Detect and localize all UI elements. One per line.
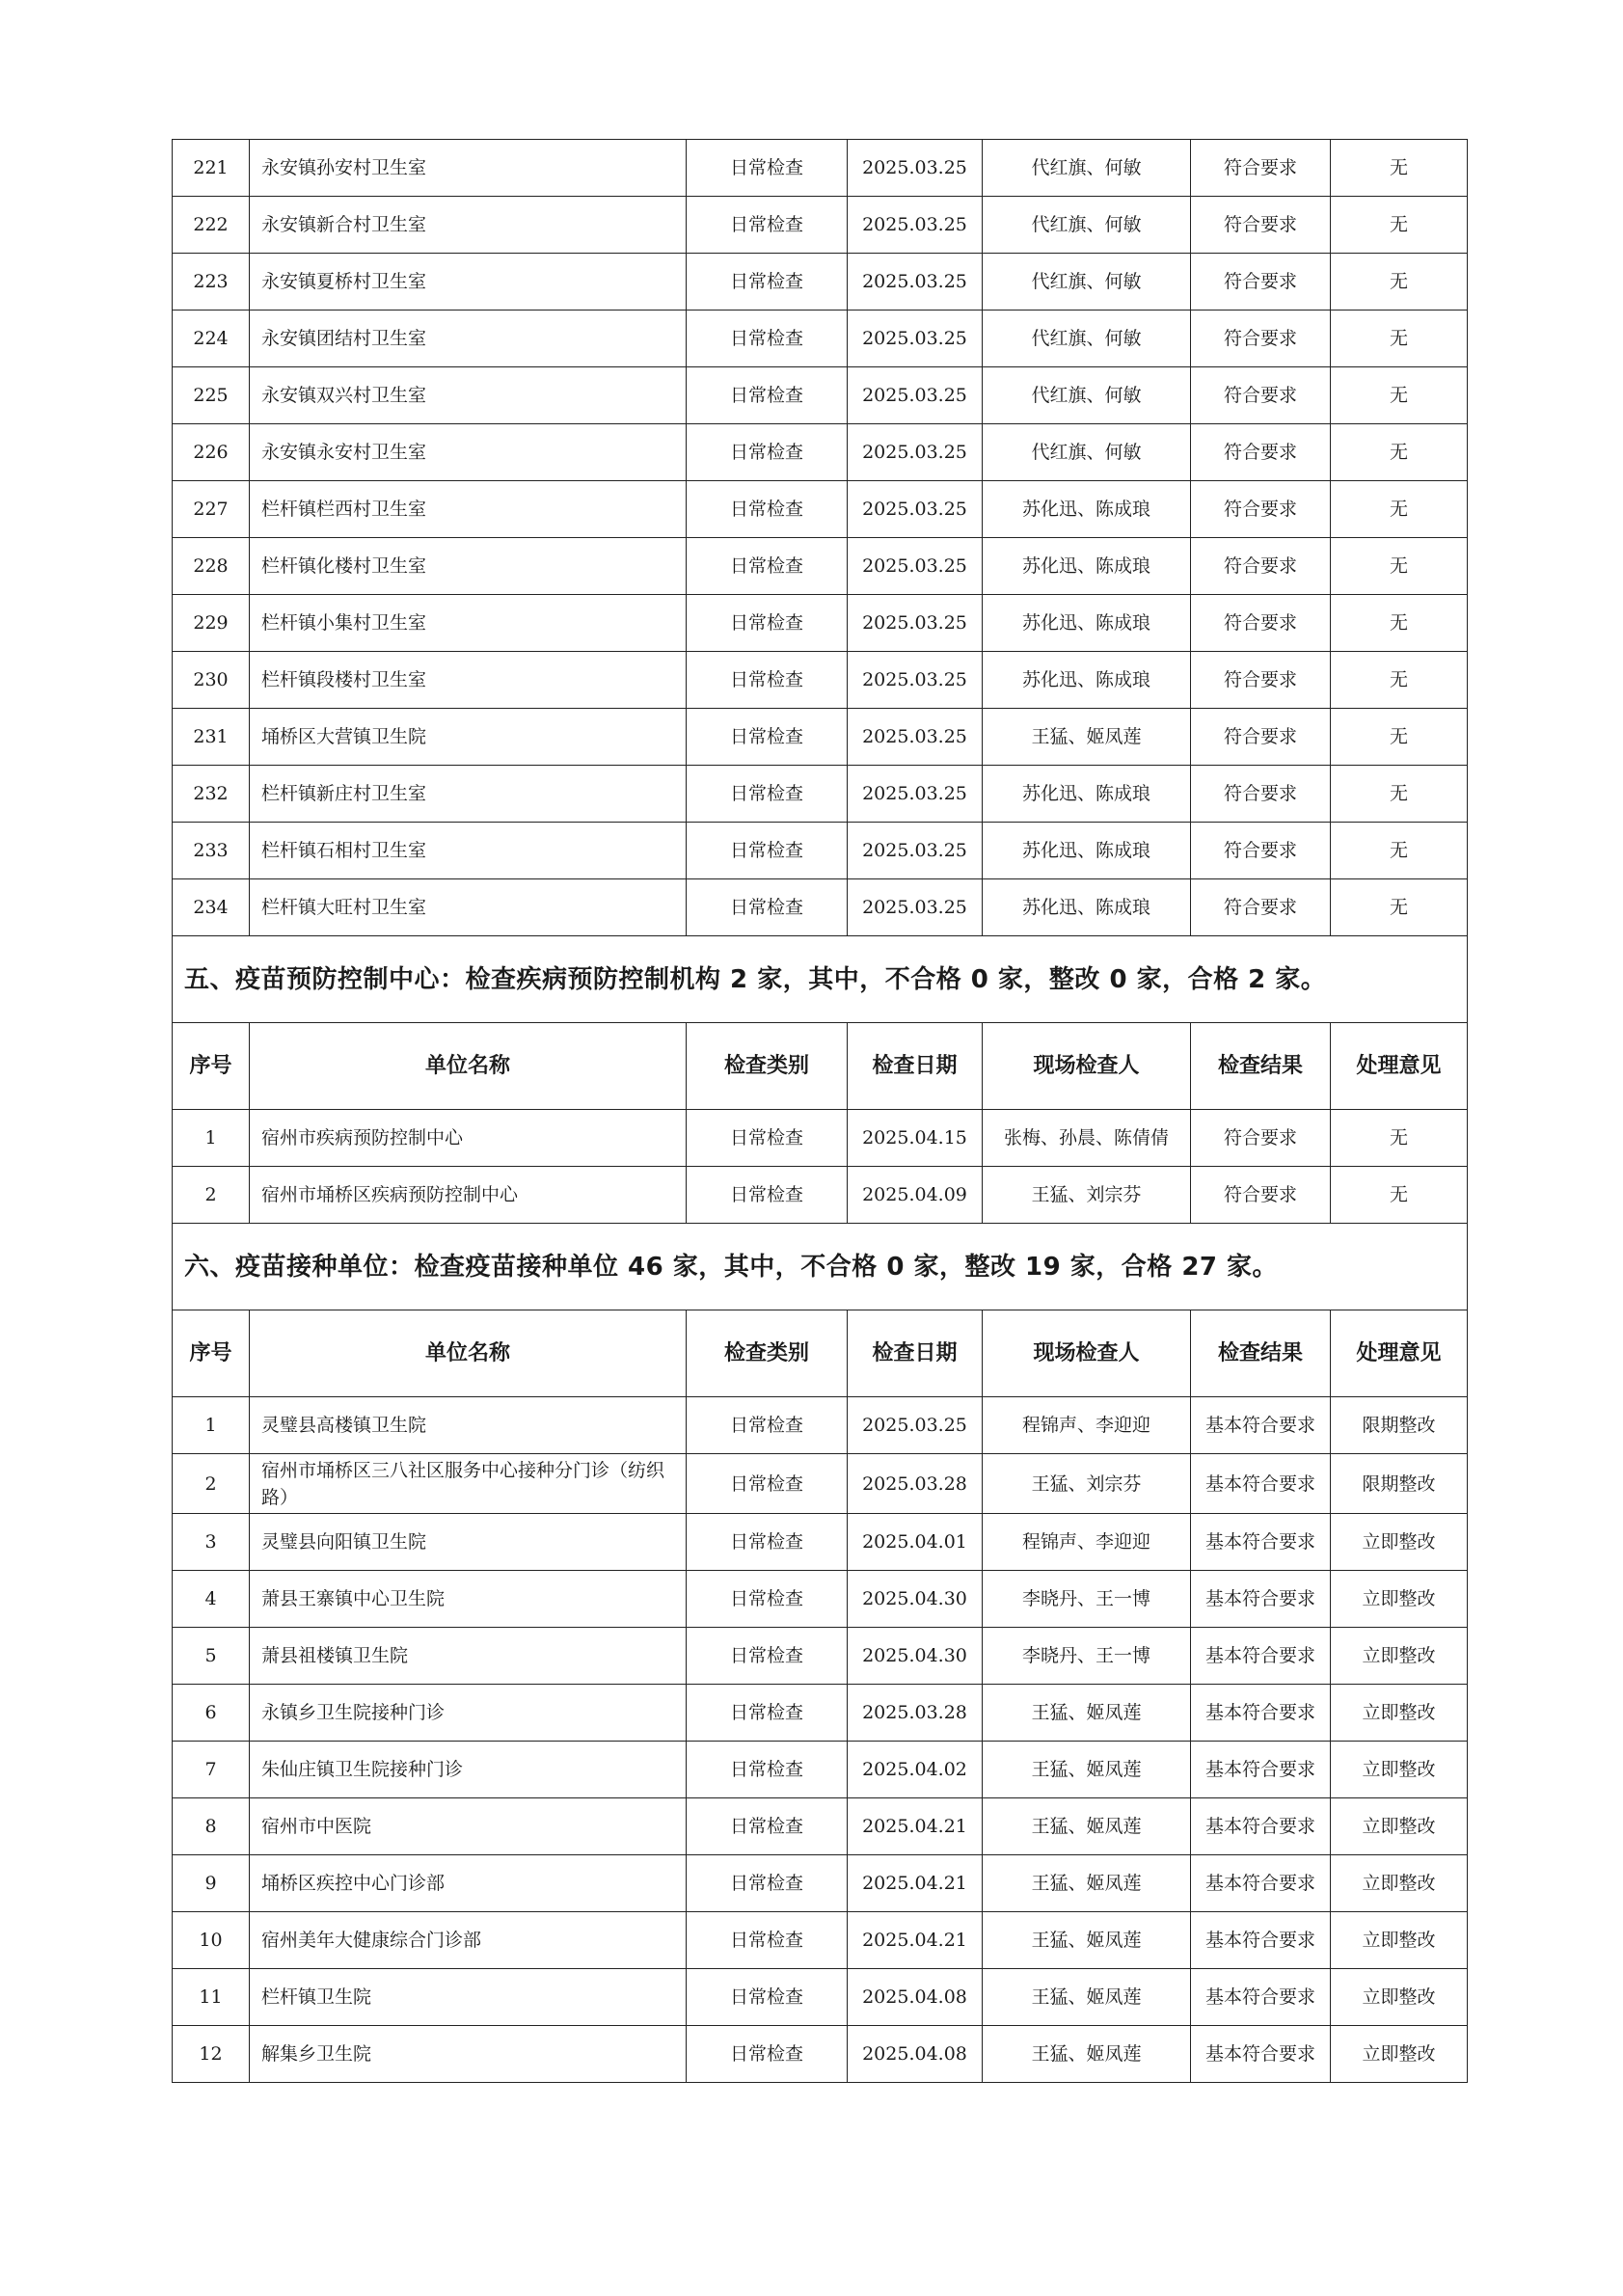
cell-name: 永安镇双兴村卫生室 <box>250 367 687 424</box>
cell-no: 7 <box>173 1742 250 1798</box>
table-row <box>173 1855 1468 1912</box>
cell-name: 宿州市埇桥区疾病预防控制中心 <box>250 1167 687 1224</box>
table-row <box>173 481 1468 538</box>
cell-result: 符合要求 <box>1191 652 1331 709</box>
cell-inspectors: 王猛、姬凤莲 <box>983 1969 1191 2026</box>
cell-type: 日常检查 <box>687 709 848 766</box>
cell-result: 基本符合要求 <box>1191 1571 1331 1628</box>
cell-result: 基本符合要求 <box>1191 1685 1331 1742</box>
cell-type: 日常检查 <box>687 1798 848 1855</box>
cell-result: 符合要求 <box>1191 709 1331 766</box>
cell-result: 基本符合要求 <box>1191 1912 1331 1969</box>
table-row <box>173 1167 1468 1224</box>
cell-name: 宿州市疾病预防控制中心 <box>250 1110 687 1167</box>
cell-date: 2025.03.25 <box>848 140 983 197</box>
cell-inspectors: 代红旗、何敏 <box>983 424 1191 481</box>
header-date: 检查日期 <box>848 1023 983 1110</box>
table-row <box>173 254 1468 311</box>
table-row <box>173 1397 1468 1454</box>
cell-opinion: 无 <box>1331 823 1468 879</box>
cell-name: 栏杆镇小集村卫生室 <box>250 595 687 652</box>
cell-type: 日常检查 <box>687 1742 848 1798</box>
header-inspectors: 现场检查人 <box>983 1023 1191 1110</box>
cell-opinion: 无 <box>1331 481 1468 538</box>
cell-opinion: 无 <box>1331 595 1468 652</box>
cell-date: 2025.03.25 <box>848 823 983 879</box>
cell-type: 日常检查 <box>687 424 848 481</box>
cell-opinion: 无 <box>1331 140 1468 197</box>
cell-type: 日常检查 <box>687 140 848 197</box>
cell-no: 6 <box>173 1685 250 1742</box>
header-inspectors: 现场检查人 <box>983 1310 1191 1397</box>
cell-date: 2025.03.25 <box>848 1397 983 1454</box>
table-body <box>173 140 1468 2083</box>
table-row <box>173 1969 1468 2026</box>
cell-no: 221 <box>173 140 250 197</box>
cell-opinion: 无 <box>1331 424 1468 481</box>
cell-result: 基本符合要求 <box>1191 1742 1331 1798</box>
cell-opinion: 立即整改 <box>1331 1628 1468 1685</box>
cell-name: 栏杆镇石相村卫生室 <box>250 823 687 879</box>
cell-result: 符合要求 <box>1191 766 1331 823</box>
cell-name: 埇桥区疾控中心门诊部 <box>250 1855 687 1912</box>
cell-opinion: 无 <box>1331 254 1468 311</box>
cell-result: 基本符合要求 <box>1191 1628 1331 1685</box>
cell-date: 2025.04.08 <box>848 1969 983 2026</box>
cell-type: 日常检查 <box>687 1454 848 1514</box>
cell-date: 2025.03.25 <box>848 538 983 595</box>
cell-result: 基本符合要求 <box>1191 2026 1331 2083</box>
table-row <box>173 538 1468 595</box>
cell-type: 日常检查 <box>687 879 848 936</box>
cell-name: 宿州美年大健康综合门诊部 <box>250 1912 687 1969</box>
section-heading: 五、疫苗预防控制中心：检查疾病预防控制机构 2 家，其中，不合格 0 家，整改 0 家，合格 2 家。 <box>173 936 1468 1023</box>
cell-inspectors: 程锦声、李迎迎 <box>983 1397 1191 1454</box>
section-heading-row <box>173 936 1468 1023</box>
cell-inspectors: 李晓丹、王一博 <box>983 1571 1191 1628</box>
cell-result: 基本符合要求 <box>1191 1969 1331 2026</box>
cell-inspectors: 王猛、姬凤莲 <box>983 709 1191 766</box>
cell-date: 2025.04.21 <box>848 1912 983 1969</box>
cell-no: 1 <box>173 1110 250 1167</box>
cell-type: 日常检查 <box>687 1514 848 1571</box>
cell-result: 基本符合要求 <box>1191 1454 1331 1514</box>
cell-inspectors: 王猛、姬凤莲 <box>983 1798 1191 1855</box>
cell-result: 符合要求 <box>1191 140 1331 197</box>
cell-type: 日常检查 <box>687 595 848 652</box>
cell-opinion: 无 <box>1331 879 1468 936</box>
cell-date: 2025.03.28 <box>848 1685 983 1742</box>
cell-no: 225 <box>173 367 250 424</box>
cell-date: 2025.03.25 <box>848 311 983 367</box>
cell-opinion: 无 <box>1331 538 1468 595</box>
cell-no: 230 <box>173 652 250 709</box>
header-name: 单位名称 <box>250 1023 687 1110</box>
cell-inspectors: 代红旗、何敏 <box>983 367 1191 424</box>
cell-no: 2 <box>173 1167 250 1224</box>
cell-result: 符合要求 <box>1191 481 1331 538</box>
cell-date: 2025.04.30 <box>848 1571 983 1628</box>
cell-result: 符合要求 <box>1191 538 1331 595</box>
cell-no: 4 <box>173 1571 250 1628</box>
cell-opinion: 无 <box>1331 311 1468 367</box>
cell-result: 基本符合要求 <box>1191 1514 1331 1571</box>
cell-no: 233 <box>173 823 250 879</box>
cell-type: 日常检查 <box>687 311 848 367</box>
cell-inspectors: 苏化迅、陈成琅 <box>983 879 1191 936</box>
header-no: 序号 <box>173 1310 250 1397</box>
cell-inspectors: 程锦声、李迎迎 <box>983 1514 1191 1571</box>
cell-no: 224 <box>173 311 250 367</box>
cell-result: 符合要求 <box>1191 879 1331 936</box>
table-row <box>173 709 1468 766</box>
cell-type: 日常检查 <box>687 1397 848 1454</box>
cell-no: 3 <box>173 1514 250 1571</box>
cell-type: 日常检查 <box>687 481 848 538</box>
cell-opinion: 立即整改 <box>1331 1969 1468 2026</box>
cell-name: 栏杆镇大旺村卫生室 <box>250 879 687 936</box>
cell-date: 2025.03.25 <box>848 709 983 766</box>
table-row <box>173 1514 1468 1571</box>
cell-result: 符合要求 <box>1191 1167 1331 1224</box>
cell-name: 永镇乡卫生院接种门诊 <box>250 1685 687 1742</box>
cell-name: 宿州市埇桥区三八社区服务中心接种分门诊（纺织路） <box>250 1454 687 1514</box>
cell-result: 符合要求 <box>1191 823 1331 879</box>
cell-opinion: 立即整改 <box>1331 1514 1468 1571</box>
cell-name: 埇桥区大营镇卫生院 <box>250 709 687 766</box>
cell-inspectors: 张梅、孙晨、陈倩倩 <box>983 1110 1191 1167</box>
header-result: 检查结果 <box>1191 1023 1331 1110</box>
cell-type: 日常检查 <box>687 1110 848 1167</box>
cell-result: 符合要求 <box>1191 311 1331 367</box>
cell-opinion: 无 <box>1331 709 1468 766</box>
cell-result: 基本符合要求 <box>1191 1397 1331 1454</box>
table-row <box>173 1110 1468 1167</box>
header-type: 检查类别 <box>687 1310 848 1397</box>
header-name: 单位名称 <box>250 1310 687 1397</box>
cell-name: 永安镇夏桥村卫生室 <box>250 254 687 311</box>
cell-name: 宿州市中医院 <box>250 1798 687 1855</box>
cell-inspectors: 代红旗、何敏 <box>983 140 1191 197</box>
table-row <box>173 1628 1468 1685</box>
cell-name: 朱仙庄镇卫生院接种门诊 <box>250 1742 687 1798</box>
cell-date: 2025.03.25 <box>848 879 983 936</box>
cell-type: 日常检查 <box>687 254 848 311</box>
section-heading: 六、疫苗接种单位：检查疫苗接种单位 46 家，其中，不合格 0 家，整改 19 家，合格 27 家。 <box>173 1224 1468 1310</box>
cell-type: 日常检查 <box>687 197 848 254</box>
cell-no: 1 <box>173 1397 250 1454</box>
table-row <box>173 1454 1468 1514</box>
cell-inspectors: 苏化迅、陈成琅 <box>983 538 1191 595</box>
header-type: 检查类别 <box>687 1023 848 1110</box>
cell-type: 日常检查 <box>687 1571 848 1628</box>
cell-opinion: 立即整改 <box>1331 1912 1468 1969</box>
table-row <box>173 2026 1468 2083</box>
inspection-table <box>172 139 1468 2083</box>
cell-name: 永安镇团结村卫生室 <box>250 311 687 367</box>
cell-no: 229 <box>173 595 250 652</box>
table-row <box>173 197 1468 254</box>
cell-opinion: 无 <box>1331 197 1468 254</box>
cell-date: 2025.04.21 <box>848 1855 983 1912</box>
table-row <box>173 367 1468 424</box>
cell-name: 解集乡卫生院 <box>250 2026 687 2083</box>
cell-opinion: 无 <box>1331 652 1468 709</box>
cell-date: 2025.03.25 <box>848 652 983 709</box>
cell-result: 符合要求 <box>1191 1110 1331 1167</box>
cell-date: 2025.03.25 <box>848 424 983 481</box>
cell-date: 2025.03.25 <box>848 367 983 424</box>
cell-inspectors: 王猛、姬凤莲 <box>983 2026 1191 2083</box>
cell-inspectors: 王猛、姬凤莲 <box>983 1685 1191 1742</box>
cell-no: 227 <box>173 481 250 538</box>
cell-date: 2025.03.28 <box>848 1454 983 1514</box>
table-row <box>173 1742 1468 1798</box>
cell-inspectors: 代红旗、何敏 <box>983 311 1191 367</box>
cell-inspectors: 苏化迅、陈成琅 <box>983 481 1191 538</box>
cell-inspectors: 李晓丹、王一博 <box>983 1628 1191 1685</box>
cell-date: 2025.04.02 <box>848 1742 983 1798</box>
cell-no: 226 <box>173 424 250 481</box>
cell-type: 日常检查 <box>687 766 848 823</box>
cell-type: 日常检查 <box>687 652 848 709</box>
cell-type: 日常检查 <box>687 1167 848 1224</box>
cell-result: 符合要求 <box>1191 424 1331 481</box>
cell-date: 2025.03.25 <box>848 595 983 652</box>
cell-name: 永安镇永安村卫生室 <box>250 424 687 481</box>
cell-opinion: 立即整改 <box>1331 1855 1468 1912</box>
cell-type: 日常检查 <box>687 823 848 879</box>
table-header-row <box>173 1310 1468 1397</box>
table-row <box>173 424 1468 481</box>
cell-type: 日常检查 <box>687 1628 848 1685</box>
cell-name: 萧县祖楼镇卫生院 <box>250 1628 687 1685</box>
cell-opinion: 立即整改 <box>1331 2026 1468 2083</box>
cell-result: 符合要求 <box>1191 197 1331 254</box>
cell-date: 2025.04.09 <box>848 1167 983 1224</box>
table-row <box>173 140 1468 197</box>
cell-opinion: 无 <box>1331 367 1468 424</box>
cell-opinion: 限期整改 <box>1331 1397 1468 1454</box>
cell-inspectors: 苏化迅、陈成琅 <box>983 652 1191 709</box>
cell-no: 223 <box>173 254 250 311</box>
cell-inspectors: 苏化迅、陈成琅 <box>983 766 1191 823</box>
cell-opinion: 立即整改 <box>1331 1685 1468 1742</box>
cell-type: 日常检查 <box>687 538 848 595</box>
cell-no: 10 <box>173 1912 250 1969</box>
cell-no: 12 <box>173 2026 250 2083</box>
table-row <box>173 652 1468 709</box>
table-row <box>173 823 1468 879</box>
cell-inspectors: 王猛、姬凤莲 <box>983 1855 1191 1912</box>
cell-type: 日常检查 <box>687 1685 848 1742</box>
cell-opinion: 立即整改 <box>1331 1571 1468 1628</box>
cell-name: 萧县王寨镇中心卫生院 <box>250 1571 687 1628</box>
cell-no: 231 <box>173 709 250 766</box>
cell-opinion: 无 <box>1331 766 1468 823</box>
table-row <box>173 879 1468 936</box>
cell-inspectors: 苏化迅、陈成琅 <box>983 823 1191 879</box>
table-row <box>173 1571 1468 1628</box>
cell-no: 11 <box>173 1969 250 2026</box>
cell-opinion: 立即整改 <box>1331 1798 1468 1855</box>
cell-name: 栏杆镇化楼村卫生室 <box>250 538 687 595</box>
cell-no: 222 <box>173 197 250 254</box>
cell-inspectors: 苏化迅、陈成琅 <box>983 595 1191 652</box>
cell-opinion: 立即整改 <box>1331 1742 1468 1798</box>
header-opinion: 处理意见 <box>1331 1310 1468 1397</box>
cell-result: 基本符合要求 <box>1191 1798 1331 1855</box>
cell-inspectors: 王猛、姬凤莲 <box>983 1742 1191 1798</box>
section-heading-row <box>173 1224 1468 1310</box>
cell-date: 2025.04.01 <box>848 1514 983 1571</box>
cell-date: 2025.03.25 <box>848 197 983 254</box>
cell-date: 2025.04.08 <box>848 2026 983 2083</box>
cell-inspectors: 王猛、刘宗芬 <box>983 1167 1191 1224</box>
header-no: 序号 <box>173 1023 250 1110</box>
cell-inspectors: 王猛、刘宗芬 <box>983 1454 1191 1514</box>
table-row <box>173 311 1468 367</box>
header-date: 检查日期 <box>848 1310 983 1397</box>
cell-no: 8 <box>173 1798 250 1855</box>
table-header-row <box>173 1023 1468 1110</box>
cell-name: 栏杆镇卫生院 <box>250 1969 687 2026</box>
table-row <box>173 595 1468 652</box>
cell-result: 基本符合要求 <box>1191 1855 1331 1912</box>
cell-inspectors: 王猛、姬凤莲 <box>983 1912 1191 1969</box>
cell-date: 2025.03.25 <box>848 254 983 311</box>
cell-name: 永安镇新合村卫生室 <box>250 197 687 254</box>
header-opinion: 处理意见 <box>1331 1023 1468 1110</box>
cell-result: 符合要求 <box>1191 595 1331 652</box>
cell-date: 2025.03.25 <box>848 766 983 823</box>
cell-opinion: 无 <box>1331 1110 1468 1167</box>
cell-date: 2025.03.25 <box>848 481 983 538</box>
cell-date: 2025.04.15 <box>848 1110 983 1167</box>
cell-name: 灵璧县向阳镇卫生院 <box>250 1514 687 1571</box>
table-row <box>173 1798 1468 1855</box>
cell-date: 2025.04.21 <box>848 1798 983 1855</box>
cell-no: 228 <box>173 538 250 595</box>
cell-name: 永安镇孙安村卫生室 <box>250 140 687 197</box>
cell-type: 日常检查 <box>687 367 848 424</box>
table-row <box>173 766 1468 823</box>
cell-no: 2 <box>173 1454 250 1514</box>
cell-inspectors: 代红旗、何敏 <box>983 254 1191 311</box>
header-result: 检查结果 <box>1191 1310 1331 1397</box>
cell-date: 2025.04.30 <box>848 1628 983 1685</box>
cell-result: 符合要求 <box>1191 254 1331 311</box>
table-row <box>173 1912 1468 1969</box>
cell-no: 234 <box>173 879 250 936</box>
cell-name: 栏杆镇段楼村卫生室 <box>250 652 687 709</box>
cell-no: 232 <box>173 766 250 823</box>
cell-opinion: 无 <box>1331 1167 1468 1224</box>
cell-type: 日常检查 <box>687 1912 848 1969</box>
cell-inspectors: 代红旗、何敏 <box>983 197 1191 254</box>
table-row <box>173 1685 1468 1742</box>
cell-type: 日常检查 <box>687 1855 848 1912</box>
cell-type: 日常检查 <box>687 2026 848 2083</box>
cell-type: 日常检查 <box>687 1969 848 2026</box>
cell-opinion: 限期整改 <box>1331 1454 1468 1514</box>
cell-name: 栏杆镇新庄村卫生室 <box>250 766 687 823</box>
cell-no: 5 <box>173 1628 250 1685</box>
cell-name: 灵璧县高楼镇卫生院 <box>250 1397 687 1454</box>
cell-result: 符合要求 <box>1191 367 1331 424</box>
cell-name: 栏杆镇栏西村卫生室 <box>250 481 687 538</box>
cell-no: 9 <box>173 1855 250 1912</box>
